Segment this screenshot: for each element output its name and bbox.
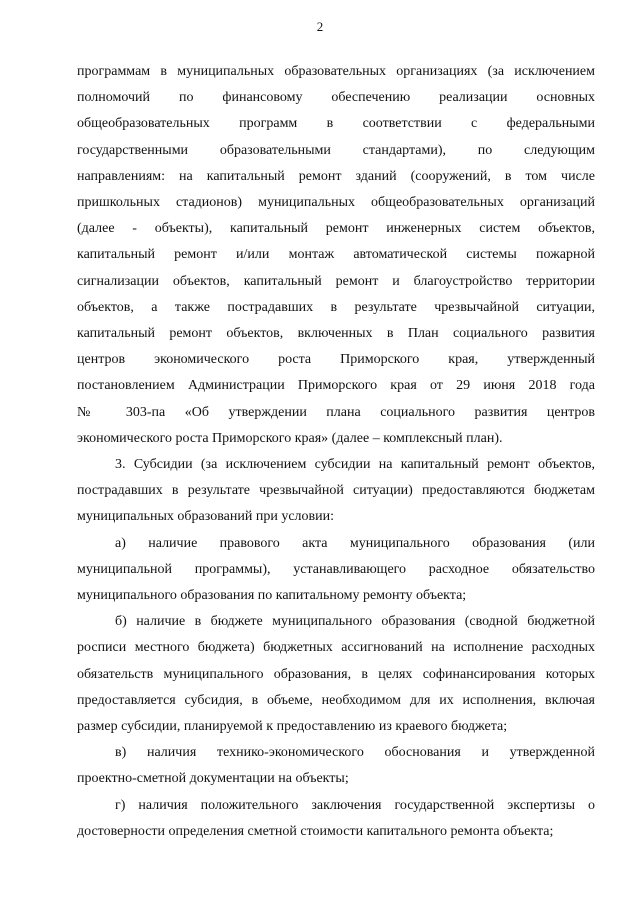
text-line: в) наличия технико-экономического обоснования и утвержденной <box>115 745 595 761</box>
text-line: программам в муниципальных образовательных организациях (за исключением <box>77 64 595 79</box>
text-line: общеобразовательных программ в соответствии с федеральными <box>77 116 595 132</box>
text-line: полномочий по финансовому обеспечению реализации основных <box>77 90 595 106</box>
text-line: постановлением Администрации Приморского края от 29 июня 2018 года <box>77 378 595 394</box>
paragraph-condition-v <box>77 740 595 792</box>
text-line: проектно-сметной документации на объекты; <box>77 771 349 787</box>
paragraph-subsidy-conditions <box>77 452 595 531</box>
text-line: пришкольных стадионов) муниципальных общеобразовательных организаций <box>77 195 595 211</box>
text-line: предоставляется субсидия, в объеме, необходимом для их исполнения, включая <box>77 692 595 708</box>
text-line: объектов, а также пострадавших в результате чрезвычайной ситуации, <box>77 299 595 315</box>
text-line: муниципального образования по капитальному ремонту объекта; <box>77 588 467 604</box>
text-line: центров экономического роста Приморского края, утвержденный <box>77 352 595 368</box>
text-line: капитальный ремонт и/или монтаж автоматической системы пожарной <box>77 247 595 263</box>
text-line: капитальный ремонт объектов, включенных в План социального развития <box>77 326 595 342</box>
text-line: сигнализации объектов, капитальный ремонт и благоустройство территории <box>77 273 595 289</box>
page-number: 2 <box>316 19 324 34</box>
text-line: а) наличие правового акта муниципального образования (или <box>115 535 595 551</box>
text-line: экономического роста Приморского края» (далее – комплексный план). <box>77 430 503 446</box>
paragraph-allocation-directions <box>77 59 595 452</box>
text-line: 3. Субсидии (за исключением субсидии на капитальный ремонт объектов, <box>115 457 595 473</box>
paragraph-condition-g <box>77 793 595 845</box>
text-line: г) наличия положительного заключения государственной экспертизы о <box>115 797 595 813</box>
body-text <box>77 59 595 845</box>
paragraph-condition-b <box>77 609 595 740</box>
text-line: муниципальных образований при условии: <box>77 509 334 525</box>
text-line: муниципальной программы), устанавливающего расходное обязательство <box>77 561 595 577</box>
text-line: государственными образовательными стандартами), по следующим <box>77 142 595 158</box>
text-line: № 303-па «Об утверждении плана социального развития центров <box>77 404 595 420</box>
text-line: достоверности определения сметной стоимости капитального ремонта объекта; <box>77 823 554 839</box>
text-line: б) наличие в бюджете муниципального образования (сводной бюджетной <box>115 614 595 630</box>
text-line: пострадавших в результате чрезвычайной ситуации) предоставляются бюджетам <box>77 483 595 499</box>
text-line: росписи местного бюджета) бюджетных ассигнований на исполнение расходных <box>77 640 595 656</box>
text-line: (далее - объекты), капитальный ремонт инженерных систем объектов, <box>77 221 595 237</box>
text-line: обязательств муниципального образования, в целях софинансирования которых <box>77 666 595 682</box>
text-line: направлениям: на капитальный ремонт зданий (сооружений, в том числе <box>77 168 595 184</box>
paragraph-condition-a <box>77 531 595 610</box>
text-line: размер субсидии, планируемой к предоставлению из краевого бюджета; <box>77 719 508 735</box>
